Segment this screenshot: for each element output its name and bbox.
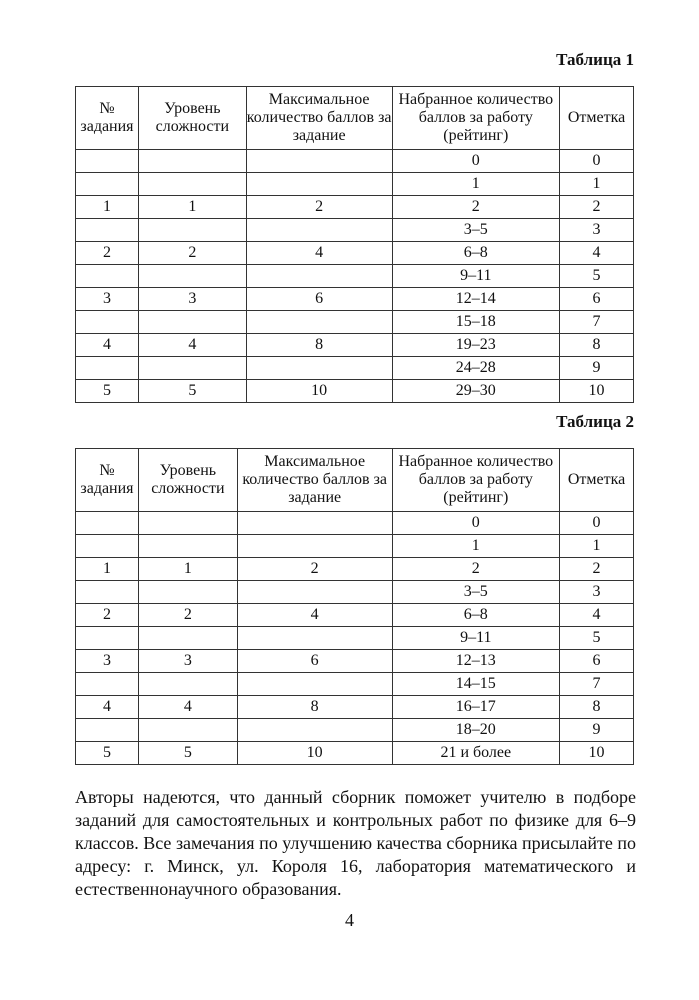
table-cell <box>138 719 237 742</box>
table-cell <box>138 265 246 288</box>
table-row <box>76 380 634 403</box>
table-cell: 4 <box>560 242 634 265</box>
grading-table-2 <box>75 448 634 765</box>
table-cell: 3 <box>76 650 139 673</box>
table-cell: 3–5 <box>392 581 560 604</box>
column-header: Уровень сложности <box>138 449 237 512</box>
column-header: Уровень сложности <box>138 87 246 150</box>
table-cell: 3–5 <box>392 219 560 242</box>
table-cell: 2 <box>560 196 634 219</box>
table-cell: 8 <box>246 334 392 357</box>
table-cell <box>237 581 392 604</box>
table-cell <box>246 150 392 173</box>
column-header: Отметка <box>560 449 634 512</box>
table-row <box>76 604 634 627</box>
table-cell <box>76 535 139 558</box>
table-cell: 1 <box>392 535 560 558</box>
table-cell: 1 <box>138 558 237 581</box>
table-cell: 2 <box>76 242 139 265</box>
table-cell <box>138 150 246 173</box>
table-cell: 2 <box>76 604 139 627</box>
table-cell <box>246 311 392 334</box>
table-cell <box>76 311 139 334</box>
table-row <box>76 558 634 581</box>
table-cell: 3 <box>560 219 634 242</box>
table-cell <box>76 150 139 173</box>
table-cell: 6 <box>560 650 634 673</box>
table-cell <box>246 265 392 288</box>
table-cell: 2 <box>246 196 392 219</box>
table-row <box>76 242 634 265</box>
table-cell: 9–11 <box>392 627 560 650</box>
table-cell: 10 <box>237 742 392 765</box>
table-cell: 12–13 <box>392 650 560 673</box>
table-cell: 1 <box>392 173 560 196</box>
table-cell <box>76 219 139 242</box>
table-cell: 9 <box>560 719 634 742</box>
table-row <box>76 150 634 173</box>
table2-caption: Таблица 2 <box>556 412 634 431</box>
table-cell <box>76 719 139 742</box>
table-cell: 0 <box>560 512 634 535</box>
table-cell <box>138 535 237 558</box>
table-cell <box>237 673 392 696</box>
table-cell: 2 <box>237 558 392 581</box>
table-row <box>76 696 634 719</box>
table-cell: 9 <box>560 357 634 380</box>
table-row <box>76 334 634 357</box>
column-header: Набранное количество баллов за работу (рейтинг) <box>392 449 560 512</box>
table-cell <box>138 627 237 650</box>
column-header: № задания <box>76 87 139 150</box>
table-cell: 3 <box>76 288 139 311</box>
table-cell <box>76 581 139 604</box>
table-cell <box>76 357 139 380</box>
table-cell: 1 <box>560 173 634 196</box>
table-cell: 4 <box>560 604 634 627</box>
table-cell: 0 <box>560 150 634 173</box>
table-cell: 0 <box>392 512 560 535</box>
table1-caption: Таблица 1 <box>556 50 634 69</box>
table-row <box>76 512 634 535</box>
table-cell: 3 <box>560 581 634 604</box>
table-cell: 6–8 <box>392 604 560 627</box>
table-cell: 5 <box>76 380 139 403</box>
table-cell <box>246 173 392 196</box>
table-cell: 6 <box>246 288 392 311</box>
table-row <box>76 742 634 765</box>
table-cell <box>237 627 392 650</box>
table-cell: 10 <box>560 380 634 403</box>
table-cell: 1 <box>138 196 246 219</box>
table-cell: 29–30 <box>392 380 560 403</box>
table-cell <box>138 311 246 334</box>
table-cell: 15–18 <box>392 311 560 334</box>
table-cell: 4 <box>76 334 139 357</box>
table-row <box>76 357 634 380</box>
table-row <box>76 196 634 219</box>
table-header-row <box>76 449 634 512</box>
table-cell: 8 <box>560 696 634 719</box>
table-row <box>76 719 634 742</box>
table-cell: 4 <box>237 604 392 627</box>
closing-paragraph: Авторы надеются, что данный сборник поможет учителю в подборе заданий для самостоятельных и контрольных работ по физике для 6–9 классов. Все замечания по улучшению качества сборника присылайте по адресу: г. Минск, ул. Короля 16, лаборатория математического и естественнонаучного образования. <box>75 787 636 899</box>
table-cell: 24–28 <box>392 357 560 380</box>
table-cell <box>76 673 139 696</box>
table-cell: 7 <box>560 673 634 696</box>
table-row <box>76 219 634 242</box>
column-header: № задания <box>76 449 139 512</box>
table-cell: 6 <box>560 288 634 311</box>
table-cell: 3 <box>138 650 237 673</box>
table-cell: 2 <box>392 196 560 219</box>
table-cell: 19–23 <box>392 334 560 357</box>
table-cell: 5 <box>76 742 139 765</box>
page-number: 4 <box>345 910 354 930</box>
table-row <box>76 627 634 650</box>
table-row <box>76 535 634 558</box>
table-cell: 9–11 <box>392 265 560 288</box>
table-cell <box>138 673 237 696</box>
table-cell: 14–15 <box>392 673 560 696</box>
table-cell <box>246 357 392 380</box>
table-cell <box>237 512 392 535</box>
table-cell: 2 <box>138 242 246 265</box>
table-cell <box>237 719 392 742</box>
table-row <box>76 673 634 696</box>
table-cell <box>246 219 392 242</box>
table-row <box>76 311 634 334</box>
table-cell: 10 <box>560 742 634 765</box>
table-row <box>76 288 634 311</box>
table-cell: 5 <box>138 380 246 403</box>
table-cell: 8 <box>560 334 634 357</box>
table-cell: 12–14 <box>392 288 560 311</box>
table-cell: 4 <box>138 334 246 357</box>
table-cell: 4 <box>76 696 139 719</box>
table-cell <box>76 265 139 288</box>
table-cell: 4 <box>246 242 392 265</box>
table-cell: 21 и более <box>392 742 560 765</box>
table-cell <box>237 535 392 558</box>
table-cell: 6 <box>237 650 392 673</box>
table-cell: 6–8 <box>392 242 560 265</box>
table-cell <box>138 357 246 380</box>
table-cell: 0 <box>392 150 560 173</box>
table-row <box>76 581 634 604</box>
column-header: Набранное количество баллов за работу (рейтинг) <box>392 87 560 150</box>
table-cell: 18–20 <box>392 719 560 742</box>
column-header: Отметка <box>560 87 634 150</box>
table-cell: 7 <box>560 311 634 334</box>
table-cell: 2 <box>560 558 634 581</box>
table-row <box>76 650 634 673</box>
table-cell: 1 <box>76 196 139 219</box>
table-header-row <box>76 87 634 150</box>
table-cell: 10 <box>246 380 392 403</box>
table-row <box>76 173 634 196</box>
table-cell <box>138 512 237 535</box>
column-header: Максимальное количество баллов за задание <box>246 87 392 150</box>
column-header: Максимальное количество баллов за задание <box>237 449 392 512</box>
table-cell: 1 <box>76 558 139 581</box>
table-cell <box>76 512 139 535</box>
table-cell: 2 <box>392 558 560 581</box>
table-cell <box>76 627 139 650</box>
table-cell: 2 <box>138 604 237 627</box>
table-cell: 5 <box>560 627 634 650</box>
table-cell <box>138 219 246 242</box>
table-cell: 16–17 <box>392 696 560 719</box>
table-cell: 5 <box>560 265 634 288</box>
table-cell <box>76 173 139 196</box>
table-cell: 1 <box>560 535 634 558</box>
table-cell: 5 <box>138 742 237 765</box>
table-cell: 4 <box>138 696 237 719</box>
table-row <box>76 265 634 288</box>
table-cell: 3 <box>138 288 246 311</box>
table-cell: 8 <box>237 696 392 719</box>
table-cell <box>138 173 246 196</box>
grading-table-1 <box>75 86 634 403</box>
table-cell <box>138 581 237 604</box>
